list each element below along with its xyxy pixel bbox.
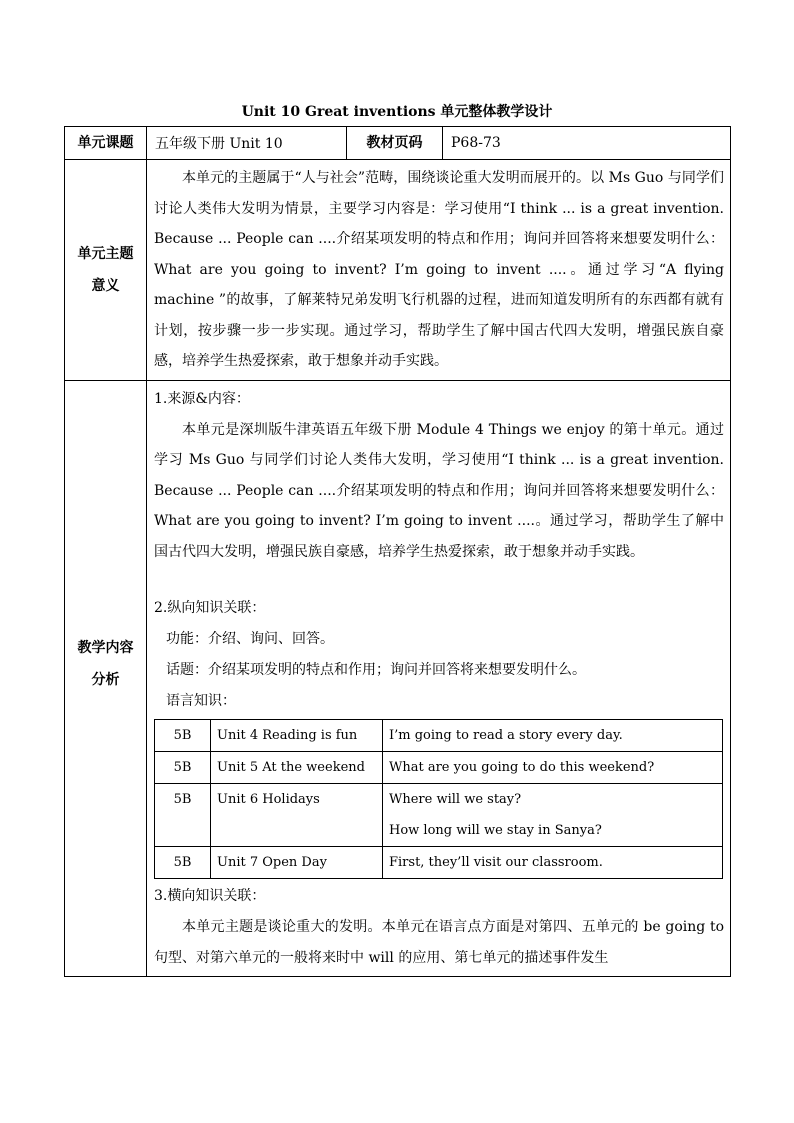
meaning-label	[65, 160, 147, 381]
meaning-content	[147, 160, 731, 381]
meaning-label-line1: 单元主题	[77, 245, 134, 262]
table-row	[155, 752, 723, 784]
unit-cell: Unit 7 Open Day	[211, 847, 383, 879]
table-row	[155, 847, 723, 879]
table-row	[155, 720, 723, 752]
function-text: 功能：介绍、询问、回答。	[166, 631, 334, 647]
grade-cell: 5B	[155, 752, 211, 784]
topic-label: 单元课题	[65, 127, 147, 160]
analysis-label	[65, 380, 147, 977]
sentence-cell: I’m going to read a story every day.	[383, 720, 723, 752]
sentence-cell: First, they’ll visit our classroom.	[383, 847, 723, 879]
grade-cell: 5B	[155, 720, 211, 752]
lesson-plan-table	[64, 126, 731, 977]
analysis-content	[147, 380, 731, 977]
grade-cell: 5B	[155, 784, 211, 847]
meaning-label-line2: 意义	[91, 277, 120, 294]
unit-cell: Unit 5 At the weekend	[211, 752, 383, 784]
page-title: Unit 10 Great inventions 单元整体教学设计	[241, 104, 553, 120]
header-row	[65, 127, 731, 160]
source-text: 本单元是深圳版牛津英语五年级下册 Module 4 Things we enjoy 的第十单元。通过学习 Ms Guo 与同学们讨论人类伟大发明，学习使用“I think ... is a great invention. Because ... People can ....介绍某项发明的特点和作用；询问并回答将来想要发明什么：What are you going to invent? I’m going to invent ....。通过学习，帮助学生了解中国古代四大发明，增强民族自豪感，培养学生热爱探索，敢于想象并动手实践。	[154, 421, 724, 560]
analysis-label-line2: 分析	[91, 671, 120, 688]
pages-label: 教材页码	[347, 127, 443, 160]
table-row	[155, 784, 723, 847]
grade-cell: 5B	[155, 847, 211, 879]
horizontal-heading: 3.横向知识关联：	[154, 888, 266, 904]
vertical-heading: 2.纵向知识关联：	[154, 600, 266, 616]
source-heading: 1.来源&内容：	[154, 390, 250, 407]
meaning-row	[65, 160, 731, 381]
sentence-line: Where will we stay?	[389, 792, 522, 807]
topic-text: 话题：介绍某项发明的特点和作用；询问并回答将来想要发明什么。	[166, 662, 586, 678]
pages-value: P68-73	[443, 127, 731, 160]
analysis-row	[65, 380, 731, 977]
sentence-cell	[383, 784, 723, 847]
unit-cell: Unit 4 Reading is fun	[211, 720, 383, 752]
analysis-label-line1: 教学内容	[77, 639, 134, 656]
horizontal-text: 本单元主题是谈论重大的发明。本单元在语言点方面是对第四、五单元的 be going to 句型、对第六单元的一般将来时中 will 的应用、第七单元的描述事件发生	[154, 919, 724, 966]
unit-cell: Unit 6 Holidays	[211, 784, 383, 847]
topic-value: 五年级下册 Unit 10	[147, 127, 347, 160]
sentence-cell: What are you going to do this weekend?	[383, 752, 723, 784]
meaning-text: 本单元的主题属于“人与社会”范畴，围绕谈论重大发明而展开的。以 Ms Guo 与同学们讨论人类伟大发明为情景，主要学习内容是：学习使用“I think ... is a great invention. Because ... People can ....介绍某项发明的特点和作用；询问并回答将来想要发明什么：What are you going to invent? I’m going to invent ....。通过学习“A flying machine ”的故事，了解莱特兄弟发明飞行机器的过程，进而知道发明所有的东西都有就有计划，按步骤一步一步实现。通过学习，帮助学生了解中国古代四大发明，增强民族自豪感，培养学生热爱探索，敢于想象并动手实践。	[154, 170, 724, 369]
knowledge-table	[154, 719, 723, 879]
language-heading: 语言知识：	[166, 693, 236, 709]
sentence-line: How long will we stay in Sanya?	[389, 823, 602, 838]
